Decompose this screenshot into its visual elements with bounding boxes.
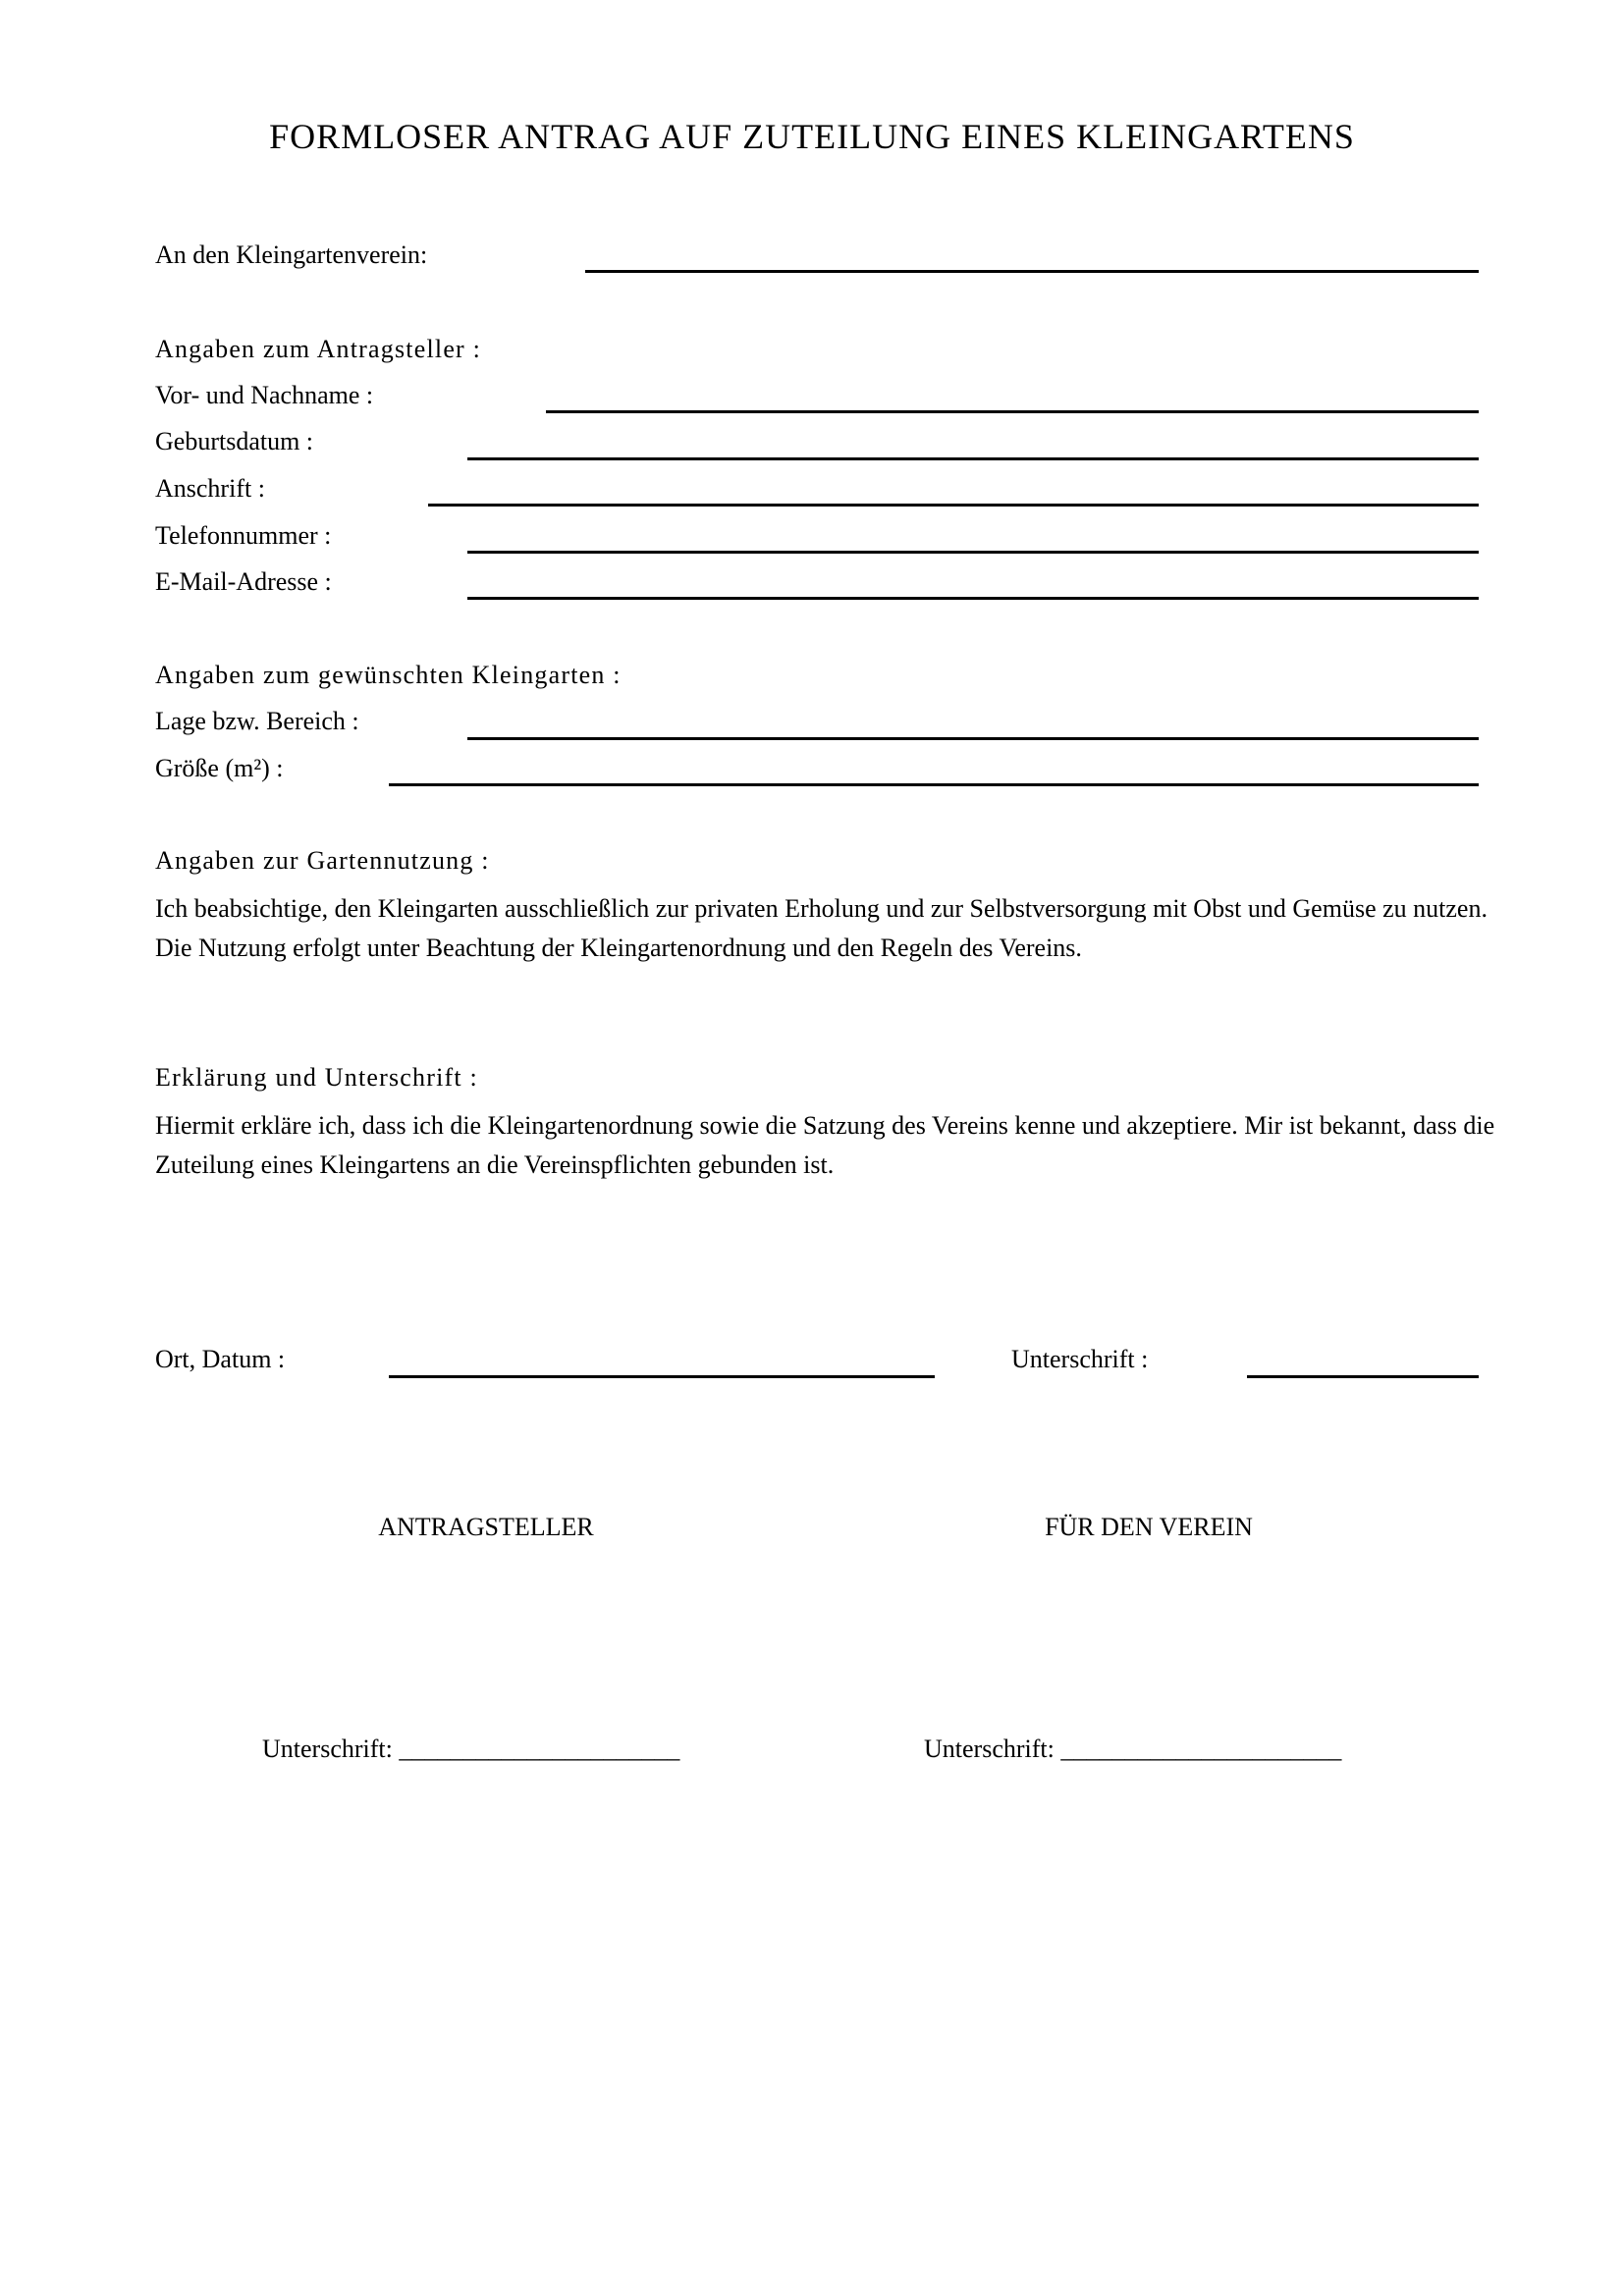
declaration-heading: Erklärung und Unterschrift :	[155, 1063, 478, 1092]
declaration-text: Hiermit erkläre ich, dass ich die Kleingartenordnung sowie die Satzung des Vereins kenne und akzeptiere. Mir ist bekannt, dass die Zuteilung eines Kleingartens an die Vereinspflichten gebunden ist.	[155, 1111, 1495, 1179]
page-title: FORMLOSER ANTRAG AUF ZUTEILUNG EINES KLEINGARTENS	[269, 117, 1355, 156]
place-date-label: Ort, Datum :	[155, 1345, 286, 1373]
usage-text: Ich beabsichtige, den Kleingarten ausschließlich zur privaten Erholung und zur Selbstversorgung mit Obst und Gemüse zu nutzen. Die Nutzung erfolgt unter Beachtung der Kleingartenordnung und den Regeln des Vereins.	[155, 894, 1488, 962]
birthdate-label: Geburtsdatum :	[155, 427, 314, 455]
size-input-line[interactable]	[389, 783, 1479, 786]
signature-input-line[interactable]	[1247, 1375, 1479, 1378]
applicant-heading: Angaben zum Antragsteller :	[155, 335, 482, 363]
applicant-signature-line[interactable]: Unterschrift: ______________________	[262, 1735, 680, 1763]
address-input-line[interactable]	[428, 504, 1479, 507]
verein-label: An den Kleingartenverein:	[155, 240, 428, 269]
size-label: Größe (m²) :	[155, 754, 284, 782]
garden-heading: Angaben zum gewünschten Kleingarten :	[155, 661, 622, 689]
usage-heading: Angaben zur Gartennutzung :	[155, 846, 490, 875]
place-date-input-line[interactable]	[389, 1375, 935, 1378]
email-label: E-Mail-Adresse :	[155, 567, 332, 596]
name-label: Vor- und Nachname :	[155, 381, 374, 409]
club-signature-line[interactable]: Unterschrift: ______________________	[924, 1735, 1342, 1763]
phone-label: Telefonnummer :	[155, 521, 332, 550]
email-input-line[interactable]	[467, 597, 1479, 600]
applicant-party-label: ANTRAGSTELLER	[378, 1513, 594, 1541]
address-label: Anschrift :	[155, 474, 265, 503]
verein-input-line[interactable]	[585, 270, 1479, 273]
location-label: Lage bzw. Bereich :	[155, 707, 359, 735]
phone-input-line[interactable]	[467, 551, 1479, 554]
name-input-line[interactable]	[546, 410, 1479, 413]
birthdate-input-line[interactable]	[467, 457, 1479, 460]
location-input-line[interactable]	[467, 737, 1479, 740]
signature-label: Unterschrift :	[1011, 1345, 1149, 1373]
club-party-label: FÜR DEN VEREIN	[1045, 1513, 1253, 1541]
